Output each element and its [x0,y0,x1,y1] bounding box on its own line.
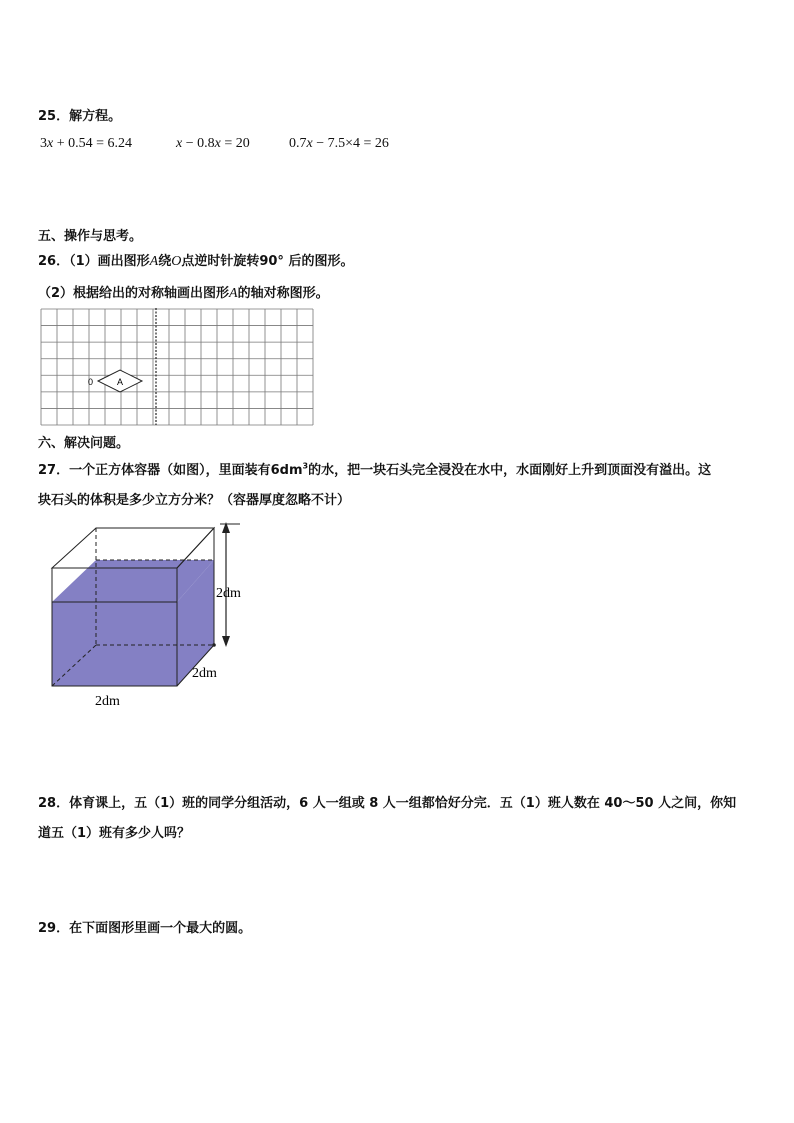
q28-line-2: 道五（1）班有多少人吗？ [38,826,191,841]
width-label: 2dm [95,694,120,709]
equation-1: 3x + 0.54 = 6.24 [40,136,133,151]
q28-line-1: 28．体育课上，五（1）班的同学分组活动，6 人一组或 8 人一组都恰好分完．五（1）班人数在 40～50 人之间，你知 [38,796,737,811]
section-6-title: 六、解决问题。 [38,436,130,451]
q26-line-1: 26．（1）画出图形A绕O点逆时针旋转90° 后的图形。 [38,254,354,269]
q25-title: 25．解方程。 [38,109,122,124]
shape-a-label: A [116,377,124,387]
cube-container-figure [40,520,270,715]
equation-3: 0.7x − 7.5×4 = 26 [289,136,389,151]
equation-2: x − 0.8x = 20 [176,136,250,151]
height-label: 2dm [216,586,241,601]
q27-line-1: 27．一个正方体容器（如图），里面装有$6dm^3$的水，把一块石头完全浸没在水中，水面刚好上升到顶面没有溢出。这 [38,461,712,478]
q26-line-2: （2）根据给出的对称轴画出图形A的轴对称图形。 [38,286,329,301]
water-front [52,602,177,686]
point-o-label: 0 [87,377,93,387]
section-5-title: 五、操作与思考。 [38,229,143,244]
depth-label: 2dm [192,666,217,681]
grid-figure [40,308,315,426]
q27-line-2: 块石头的体积是多少立方分米？（容器厚度忽略不计） [38,493,351,508]
q29-title: 29．在下面图形里画一个最大的圆。 [38,921,252,936]
